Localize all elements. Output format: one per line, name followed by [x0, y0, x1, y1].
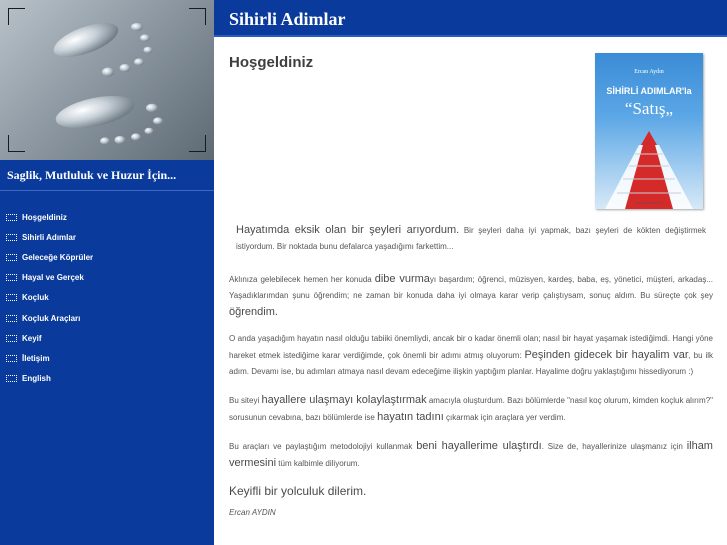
bullet-icon	[6, 274, 17, 281]
nav-item-sihirli-adimlar[interactable]	[6, 227, 93, 247]
main-content	[229, 222, 713, 517]
nav-label: Hoşgeldiniz	[22, 212, 67, 222]
frame-corner	[189, 8, 206, 25]
closing-line: Keyifli bir yolculuk dilerim.	[229, 484, 367, 498]
nav-item-gelecege-kopruler[interactable]	[6, 247, 93, 267]
water-footprints-icon	[0, 0, 214, 160]
nav-item-hayal-ve-gercek[interactable]	[6, 268, 93, 288]
paragraph-4: Bu siteyi hayallere ulaşmayı kolaylaştırmak amacıyla oluşturdum. Bazı bölümlerde "nasıl koç olurum, kimden koçluk alırım?" sorusunun cevabına, bazı bölümlerde ise hayatın tadını çıkarmak için araçlara yer verdim.	[229, 394, 713, 423]
nav-item-hosgeldiniz[interactable]	[6, 207, 93, 227]
frame-corner	[189, 135, 206, 152]
bullet-icon	[6, 335, 17, 342]
frame-corner	[8, 135, 25, 152]
bullet-icon	[6, 234, 17, 241]
book-cover-image	[595, 53, 703, 209]
nav-label: English	[22, 374, 51, 384]
frame-corner	[8, 8, 25, 25]
book-publisher: SİSTEM YAYINCILIK	[634, 201, 663, 205]
page-title: Hoşgeldiniz	[229, 54, 314, 71]
nav-label: Hayal ve Gerçek	[22, 273, 84, 283]
bullet-icon	[6, 355, 17, 362]
nav-item-iletisim[interactable]	[6, 348, 93, 368]
header-bar	[214, 0, 727, 37]
bullet-icon	[6, 375, 17, 382]
book-title: SİHİRLİ ADIMLAR'la	[606, 86, 692, 96]
nav-item-kocluk-araclari[interactable]	[6, 308, 93, 328]
nav-item-keyif[interactable]	[6, 328, 93, 348]
paragraph-2: Aklınıza gelebilecek hemen her konuda dibe vurmayı başardım; öğrenci, müzisyen, kardeş, baba, eş, yönetici, müşteri, arkadaş... Yaşadıklarımdan şunu öğrendim; ne zaman bir konuda daha iyi olmaya karar verip çalıştıysam, sonuç aldım. Bu süreçte çok şey öğrendim.	[229, 273, 714, 318]
nav-item-kocluk[interactable]	[6, 288, 93, 308]
nav-label: Sihirli Adımlar	[22, 232, 76, 242]
site-title: Sihirli Adimlar	[229, 9, 346, 29]
book-subtitle: “Satış„	[624, 99, 674, 118]
paragraph-5: Bu araçları ve paylaştığım metodolojiyi kullanmak beni hayallerime ulaştırdı. Size de, hayallerinize ulaşmanız için ilham vermesini tüm kalbimle diliyorum.	[229, 440, 713, 469]
nav-label: Geleceğe Köprüler	[22, 252, 94, 262]
sidebar-divider	[0, 190, 214, 191]
paragraph-1: Hayatımda eksik olan bir şeyleri arıyordum. Bir şeyleri daha iyi yapmak, bazı şeyleri de kökten değiştirmek istiyordum. Bir noktada bunu defalarca yaşadığımı farkettim...	[236, 224, 706, 251]
nav-label: Koçluk	[22, 293, 49, 303]
sidebar-nav	[6, 207, 93, 389]
bullet-icon	[6, 214, 17, 221]
nav-label: İletişim	[22, 353, 50, 363]
book-author: Ercan Aydın	[634, 69, 664, 75]
nav-label: Keyif	[22, 333, 42, 343]
paragraph-3: O anda yaşadığım hayatın nasıl olduğu tabiiki önemliydi, ancak bir o kadar önemli olan; nasıl bir hayat yaşamak istediğimdi. Hangi yöne hareket etmek istediğime karar verdiğimde, çok önemli bir adımı atmış oluyorum: Peşinden gidecek bir hayalim var, bu ilk adım. Devamı ise, bu adımları atmaya nasıl devam edeceğime ilişkin yaptığım planlar. Hayalime doğru yaklaştığımı hissediyorum :)	[229, 334, 714, 376]
bullet-icon	[6, 315, 17, 322]
sidebar-tagline: Saglik, Mutluluk ve Huzur İçin...	[7, 168, 177, 182]
nav-item-english[interactable]	[6, 369, 93, 389]
bullet-icon	[6, 254, 17, 261]
staircase-icon	[595, 53, 703, 209]
bullet-icon	[6, 294, 17, 301]
sidebar	[0, 0, 214, 545]
signature: Ercan AYDIN	[229, 508, 276, 517]
hero-image	[0, 0, 214, 160]
nav-label: Koçluk Araçları	[22, 313, 81, 323]
